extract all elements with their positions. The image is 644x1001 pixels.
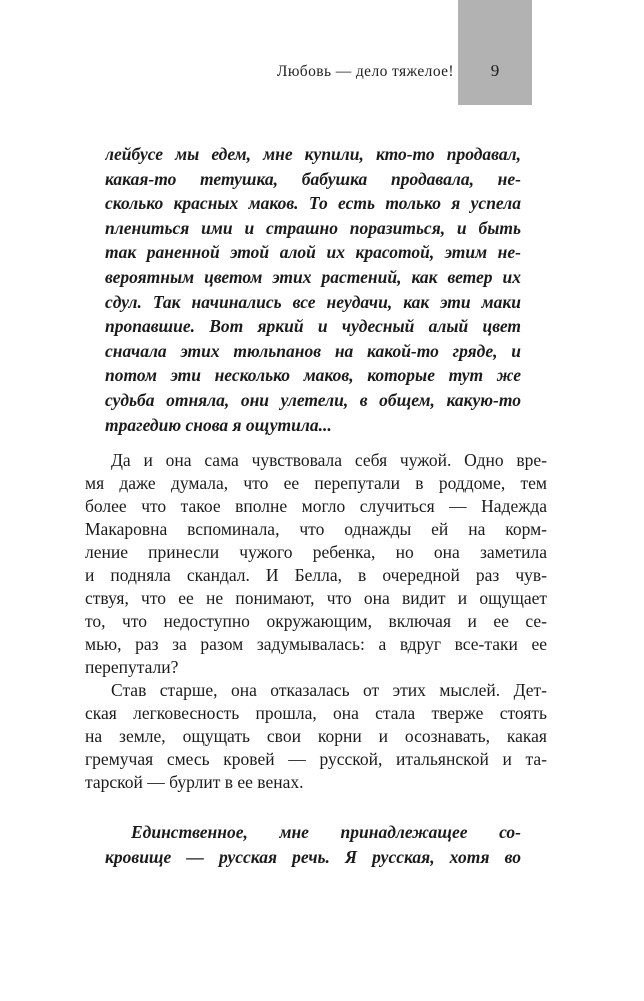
text-line: Макаровна вспоминала, что однажды ей на корм- xyxy=(85,519,547,540)
text-line: то, что недоступно окружающим, включая и ее се- xyxy=(85,611,547,632)
text-line: тарской — бурлит в ее венах. xyxy=(85,772,304,793)
text-line: сколько красных маков. То есть только я успела xyxy=(105,193,521,214)
text-line: какая-то тетушка, бабушка продавала, не- xyxy=(105,168,521,189)
quote-block xyxy=(85,820,547,869)
text-line: сдул. Так начинались все неудачи, как эти маки xyxy=(105,291,521,312)
text-line: мью, раз за разом задумывалась: а вдруг все-таки ее xyxy=(85,634,547,655)
text-line: ствуя, что ее не понимают, что она видит и ощущает xyxy=(85,588,547,609)
text-line: гремучая смесь кровей — русской, итальянской и та- xyxy=(85,749,547,770)
text-line: Став старше, она отказалась от этих мыслей. Дет- xyxy=(111,680,547,701)
text-line: лейбусе мы едем, мне купили, кто-то продавал, xyxy=(105,144,521,164)
quote-block xyxy=(85,142,547,437)
text-line: ская легковесность прошла, она стала тверже стоять xyxy=(85,703,547,724)
text-line: кровище — русская речь. Я русская, хотя во xyxy=(105,846,521,867)
text-line: и подняла скандал. И Белла, в очередной раз чув- xyxy=(85,565,547,586)
text-line: мя даже думала, что ее перепутали в роддоме, тем xyxy=(85,473,547,494)
text-line: плениться ими и страшно поразиться, и быть xyxy=(105,217,521,238)
page-body xyxy=(85,142,547,869)
text-line: более что такое вполне могло случиться — Надежда xyxy=(85,496,547,517)
page-number: 9 xyxy=(490,61,500,80)
page-header xyxy=(0,0,644,110)
text-line: трагедию снова я ощутила... xyxy=(105,414,332,435)
text-line: судьба отняла, они улетели, в общем, какую-то xyxy=(105,389,521,410)
text-line: перепутали? xyxy=(85,657,179,678)
running-title: Любовь — дело тяжелое! xyxy=(276,63,454,80)
text-line: Единственное, мне принадлежащее со- xyxy=(131,822,521,843)
text-line: так раненной этой алой их красотой, этим не- xyxy=(105,242,521,263)
paragraph xyxy=(85,679,547,794)
text-line: на земле, ощущать свои корни и осознавать, какая xyxy=(85,726,547,747)
page-number-box xyxy=(458,0,532,105)
text-line: вероятным цветом этих растений, как ветер их xyxy=(105,266,521,287)
text-line: сначала этих тюльпанов на какой-то гряде, и xyxy=(105,340,521,361)
text-line: потом эти несколько маков, которые тут же xyxy=(105,365,521,386)
text-line: ление принесли чужого ребенка, но она заметила xyxy=(85,542,547,563)
text-line: Да и она сама чувствовала себя чужой. Одно вре- xyxy=(111,450,547,471)
paragraph xyxy=(85,449,547,679)
text-line: пропавшие. Вот яркий и чудесный алый цвет xyxy=(105,316,521,337)
